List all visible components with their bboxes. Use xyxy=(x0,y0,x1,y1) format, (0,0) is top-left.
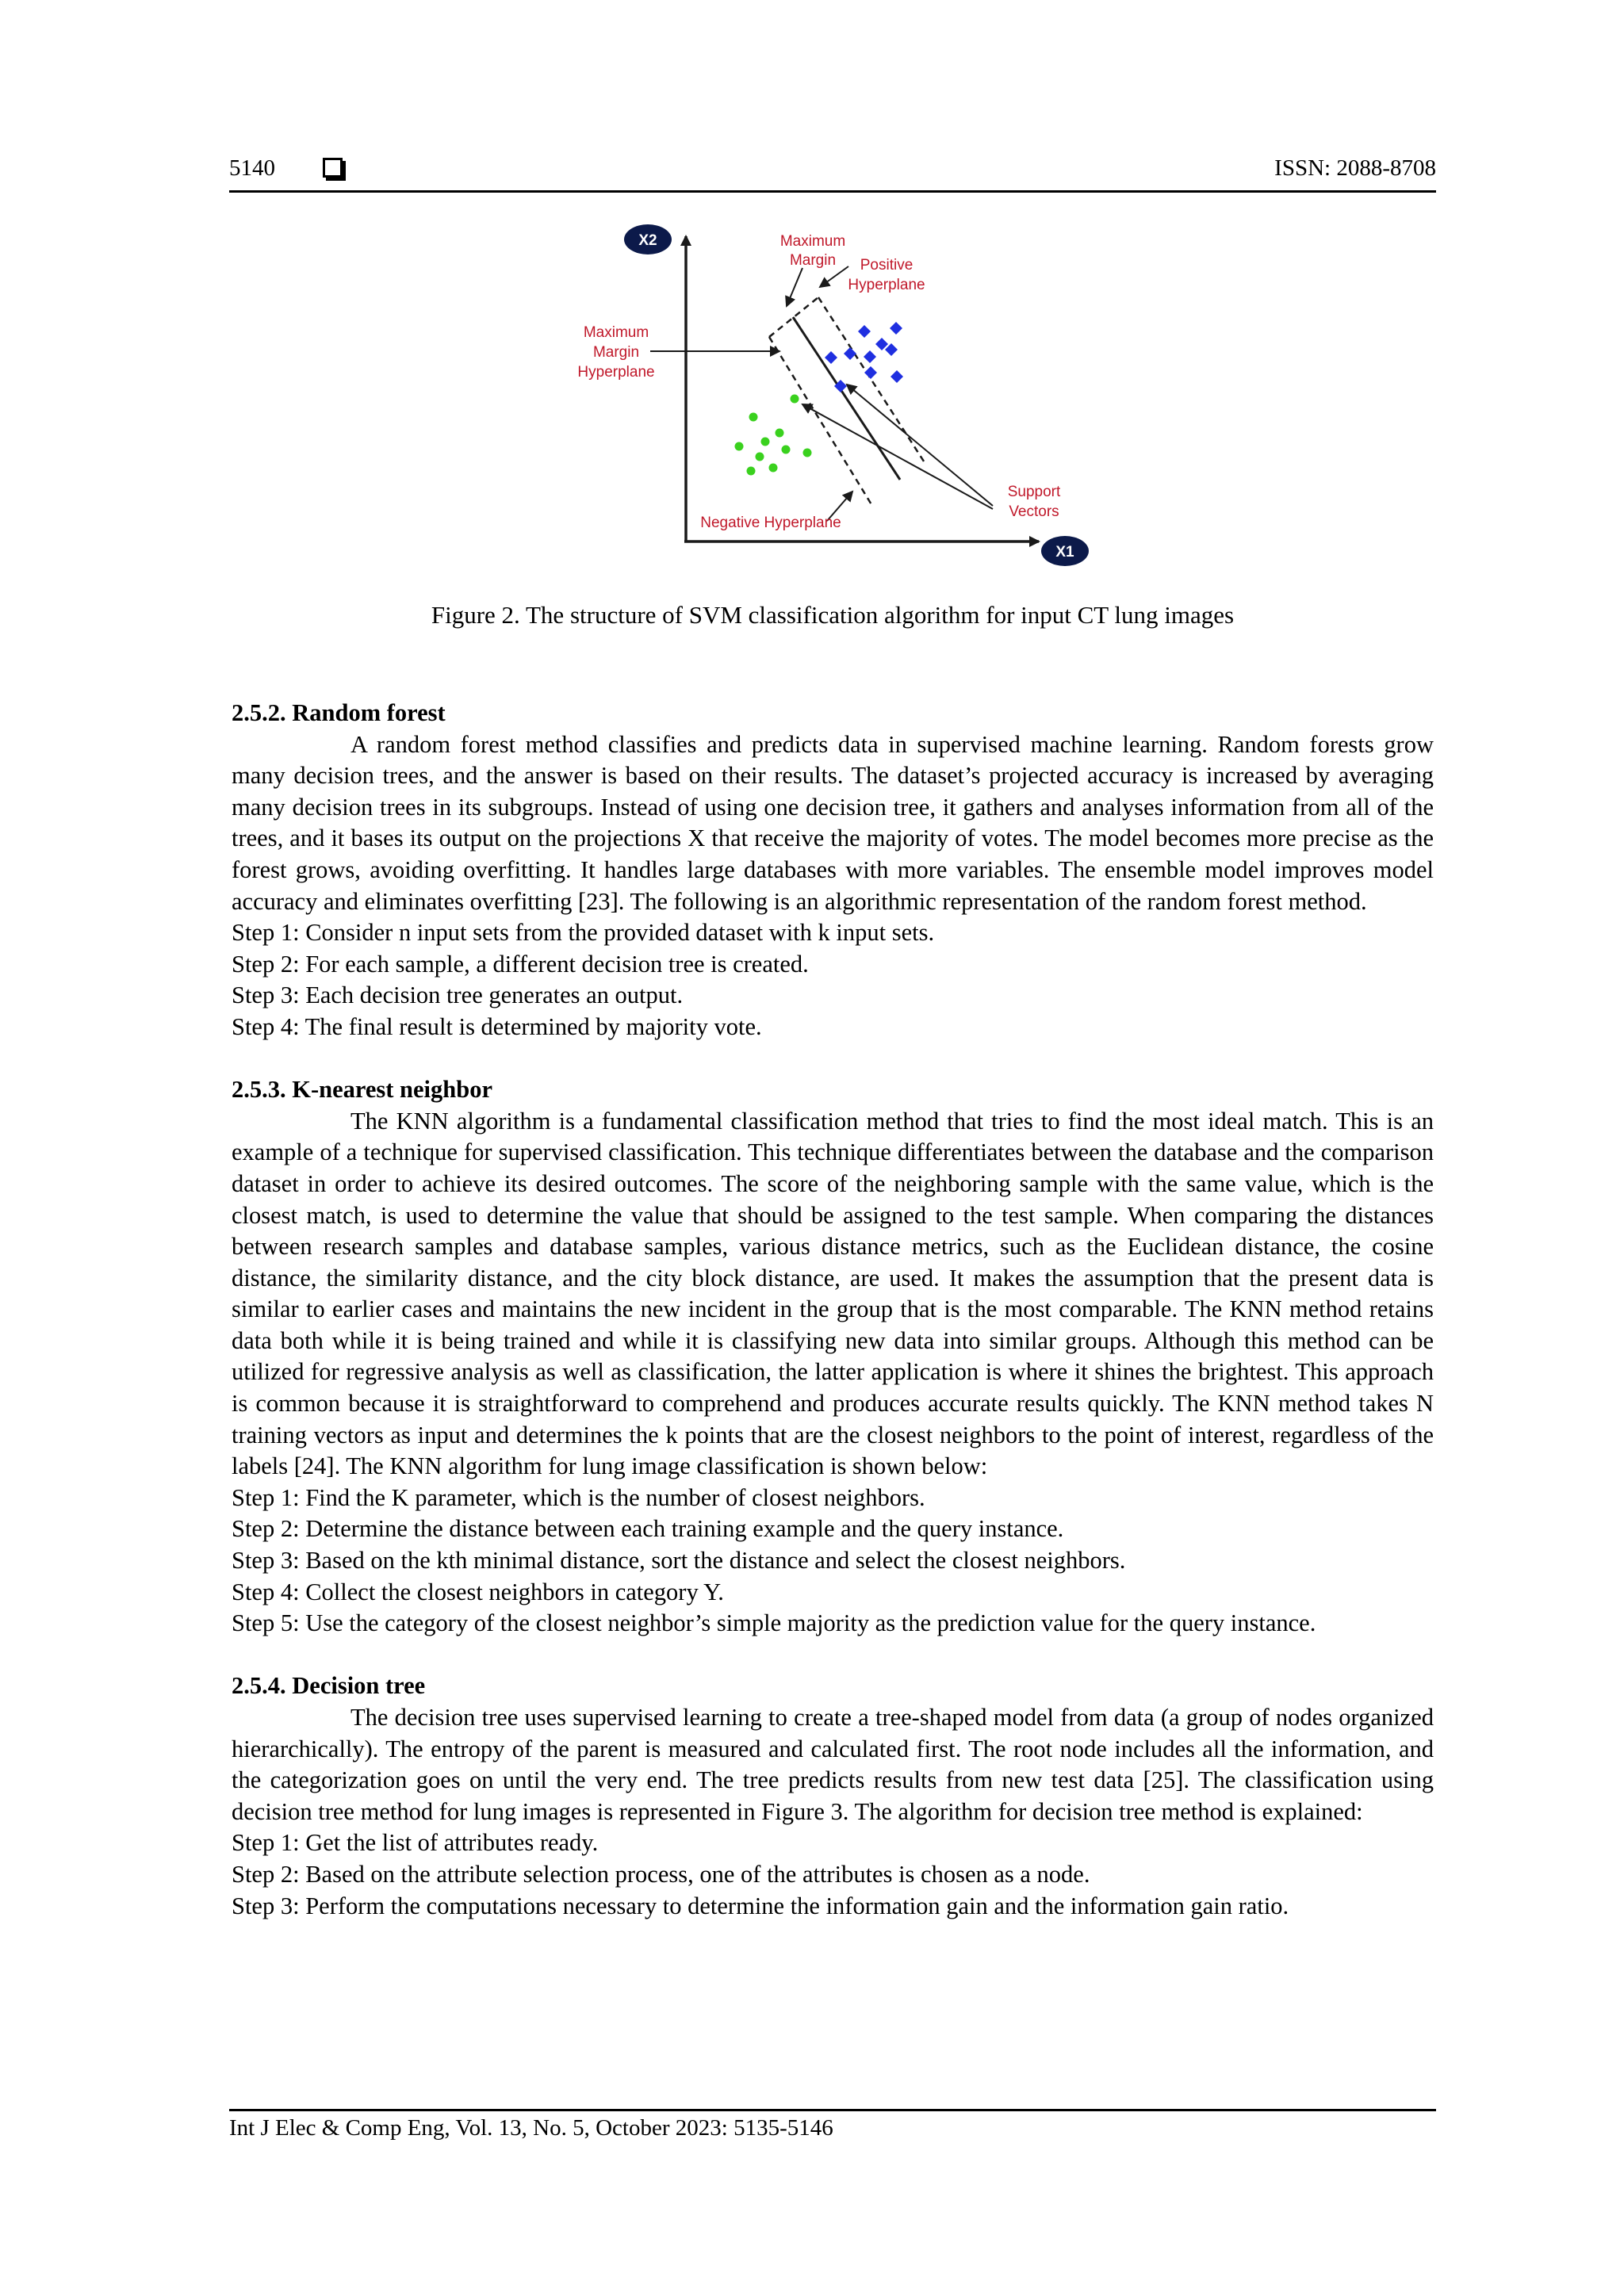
section-paragraph: The decision tree uses supervised learning to create a tree-shaped model from data (a group of nodes organized hierarchically). The entropy of the parent is measured and calculated first. The root node includes all the information, and the categorization goes on until the very end. The tree predicts results from new test data [25]. The classification using decision tree method for lung images is represented in Figure 3. The algorithm for decision tree method is explained: xyxy=(232,1704,1434,1825)
step-item: Step 3: Based on the kth minimal distance, sort the distance and select the closest neighbors. xyxy=(232,1547,1126,1575)
green-point xyxy=(769,464,778,473)
step-item: Step 2: Based on the attribute selection process, one of the attributes is chosen as a node. xyxy=(232,1860,1090,1888)
label-support-vectors-1: Support xyxy=(1007,484,1061,500)
section-paragraph: A random forest method classifies and predicts data in supervised machine learning. Random forests grow many decision trees, and the answer is based on their results. The dataset’s projected accuracy is increased by averaging many decision trees in its subgroups. Instead of using one decision tree, it gathers and analyses information from all of the trees, and it bases its output on the projections X that receive the majority of votes. The model becomes more precise as the forest grows, avoiding overfitting. It handles large databases with more variables. The ensemble model improves model accuracy and eliminates overfitting [23]. The following is an algorithmic representation of the random forest method. xyxy=(232,730,1434,915)
label-mm-hyperplane-3: Hyperplane xyxy=(577,364,655,381)
arrow-support-blue xyxy=(847,385,993,506)
footer-rule xyxy=(229,2109,1436,2111)
blue-point xyxy=(864,366,877,379)
label-support-vectors-2: Vectors xyxy=(1009,503,1059,520)
label-mm-hyperplane-2: Margin xyxy=(592,344,640,361)
label-positive-hyperplane-1: Positive xyxy=(860,257,914,274)
issn: ISSN: 2088-8708 xyxy=(1274,155,1436,181)
green-point xyxy=(735,442,744,451)
blue-point xyxy=(825,351,837,364)
step-item: Step 3: Each decision tree generates an output. xyxy=(232,982,684,1009)
negative-hyperplane-line xyxy=(769,337,872,506)
body-text xyxy=(232,698,1434,1922)
section-paragraph: The KNN algorithm is a fundamental classification method that tries to find the most ideal match. This is an example of a technique for supervised classification. This technique differentiates between the database and the comparison dataset in order to achieve its desired outcomes. The score of the neighboring sample with the same value, which is the closest match, is used to determine the value that should be assigned to the test sample. When comparing the distances between research samples and database samples, various distance metrics, such as the Euclidean distance, the cosine distance, the similarity distance, and the city block distance, are used. It makes the assumption that the present data is similar to earlier cases and maintains the new incident in the group that is the most comparable. The KNN method retains data both while it is being trained and while it is classifying new data into similar groups. Although this method can be utilized for regressive analysis as well as classification, the latter application is where it shines the brightest. This approach is common because it is straightforward to comprehend and produces accurate results quickly. The KNN method takes N training vectors as input and determines the k points that are the closest neighbors to the point of interest, regardless of the labels [24]. The KNN algorithm for lung image classification is shown below: xyxy=(232,1107,1434,1480)
blue-point xyxy=(844,347,856,360)
green-point xyxy=(747,467,756,476)
checkbox-square-icon xyxy=(323,158,343,178)
label-maximum-margin-2: Margin xyxy=(789,252,837,269)
step-item: Step 3: Perform the computations necessary to determine the information gain and the information gain ratio. xyxy=(232,1892,1289,1919)
green-point xyxy=(782,446,791,454)
step-item: Step 1: Get the list of attributes ready. xyxy=(232,1829,599,1857)
x2-label: X2 xyxy=(638,232,657,249)
page-number: 5140 xyxy=(229,155,275,181)
step-item: Step 5: Use the category of the closest neighbor’s simple majority as the prediction value for the query instance. xyxy=(232,1609,1316,1637)
page-header xyxy=(229,155,1436,190)
arrow-maximum-margin xyxy=(787,268,802,306)
green-point xyxy=(756,453,764,461)
footer-citation: Int J Elec & Comp Eng, Vol. 13, No. 5, October 2023: 5135-5146 xyxy=(229,2115,833,2141)
green-points xyxy=(735,395,812,476)
label-positive-hyperplane-2: Hyperplane xyxy=(848,277,925,293)
step-item: Step 2: For each sample, a different decision tree is created. xyxy=(232,950,809,978)
svm-diagram xyxy=(555,214,1110,579)
figure-caption: Figure 2. The structure of SVM classification algorithm for input CT lung images xyxy=(431,601,1235,629)
blue-point xyxy=(890,322,902,335)
label-mm-hyperplane-1: Maximum xyxy=(583,324,649,341)
green-point xyxy=(791,395,799,404)
arrow-positive-hyperplane xyxy=(820,266,848,287)
x1-label: X1 xyxy=(1055,544,1074,561)
blue-point xyxy=(864,350,876,363)
green-point xyxy=(776,429,784,438)
header-rule xyxy=(229,190,1436,193)
section-heading: 2.5.4. Decision tree xyxy=(232,1672,426,1700)
section-heading: 2.5.3. K-nearest neighbor xyxy=(232,1076,492,1104)
blue-point xyxy=(858,325,871,338)
green-point xyxy=(761,438,770,446)
svm-figure xyxy=(555,214,1110,579)
step-item: Step 1: Consider n input sets from the provided dataset with k input sets. xyxy=(232,919,935,947)
section-heading: 2.5.2. Random forest xyxy=(232,699,446,726)
step-item: Step 4: Collect the closest neighbors in category Y. xyxy=(232,1578,724,1605)
blue-point xyxy=(891,370,903,383)
step-item: Step 4: The final result is determined by majority vote. xyxy=(232,1012,762,1040)
green-point xyxy=(803,449,812,457)
label-maximum-margin-1: Maximum xyxy=(779,233,846,250)
label-negative-hyperplane: Negative Hyperplane xyxy=(700,515,841,531)
step-item: Step 1: Find the K parameter, which is the number of closest neighbors. xyxy=(232,1483,925,1511)
step-item: Step 2: Determine the distance between each training example and the query instance. xyxy=(232,1515,1064,1543)
green-point xyxy=(749,413,758,422)
